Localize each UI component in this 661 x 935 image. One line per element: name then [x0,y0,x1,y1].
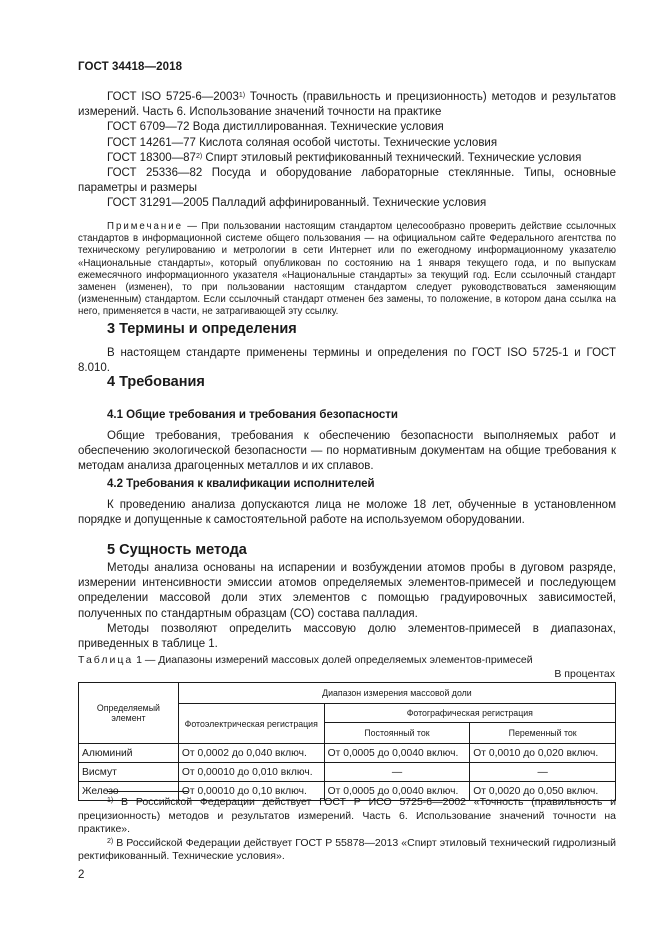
footnote-item: $^{1)}$ В Российской Федерации действует ГОСТ Р ИСО 5725-6—2002 «Точность (правильность и прецизионность) методов и результатов измерений. Часть 6. Использование значений точности на практике». [78,796,616,836]
subsection-4-2-text: К проведению анализа допускаются лица не моложе 18 лет, обученные в установленном порядке и допущенные к самостоятельной работе на используемом оборудовании. [78,499,616,527]
footnote-mark: 2) [107,837,114,845]
section-5-paragraph: Методы анализа основаны на испарении и возбуждении атомов пробы в дуговом разряде, измерении интенсивности эмиссии атомов определяемых элементов-примесей и последующем определении массовой доли этих элементов с помощью градуировочных зависимостей, полученных по стандартным образцам (СО) состава палладия. [78,562,616,620]
section-3-title: 3 Термины и определения [107,321,297,337]
subsection-4-2-body [78,498,616,528]
cell-ac: — [470,763,616,782]
cell-element: Алюминий [79,744,179,763]
reference-item: ГОСТ 6709—72 Вода дистиллированная. Технические условия [107,121,444,134]
section-3-body [78,346,616,376]
footnote-mark: 1) [107,797,114,804]
table-row [79,744,616,763]
reference-item: ГОСТ 14261—77 Кислота соляная особой чистоты. Технические условия [107,136,498,149]
header-range: Диапазон измерения массовой доли [178,683,615,704]
subsection-4-2-title: 4.2 Требования к квалификации исполнителей [107,478,375,490]
cell-dc: От 0,0005 до 0,0040 включ. [324,782,470,801]
cell-element: Железо [79,782,179,801]
note-label: Примечание [107,221,184,232]
header-ac: Переменный ток [470,723,616,744]
reference-item: ГОСТ ISO 5725-6—2003$^{1)}$ Точность (правильность и прецизионность) методов и результатов измерений. Часть 6. Использование значений точности на практике [78,91,616,119]
header-photoelectric: Фотоэлектрическая регистрация [178,704,324,744]
section-4-title: 4 Требования [107,374,205,390]
note-text: Примечание — При пользовании настоящим стандартом целесообразно проверить действие ссылочных стандартов в информационной системе общего пользования — на официальном сайте Федерального агентства по техническому регулированию и метрологии в сети Интернет или по ежегодному информационному указателю «Национальные стандарты», который опубликован по состоянию на 1 января текущего года, и по выпускам ежемесячного информационного указателя «Национальные стандарты» за текущий год. Если ссылочный стандарт заменен (изменен), то при пользовании настоящим стандартом следует руководствоваться заменяющим (измененным) стандартом. Если ссылочный стандарт отменен без замены, то положение, в котором дана ссылка на него, применяется в части, не затрагивающей эту ссылку. [78,221,616,318]
subsection-4-1-title: 4.1 Общие требования и требования безопасности [107,409,398,421]
cell-element: Висмут [79,763,179,782]
section-5-paragraph: Методы позволяют определить массовую долю элементов-примесей в диапазонах, приведенных в таблице 1. [78,622,616,651]
note-block [78,221,616,319]
cell-ac: От 0,0020 до 0,050 включ. [470,782,616,801]
section-3-text: В настоящем стандарте применены термины и определения по ГОСТ ISO 5725-1 и ГОСТ 8.010. [78,347,616,375]
header-dc: Постоянный ток [324,723,470,744]
cell-ac: От 0,0010 до 0,020 включ. [470,744,616,763]
subsection-4-1-body [78,429,616,475]
cell-photoelectric: От 0,00010 до 0,10 включ. [178,782,324,801]
reference-item: ГОСТ 25336—82 Посуда и оборудование лабораторные стеклянные. Типы, основные параметры и размеры [78,167,616,195]
table-1 [78,682,616,801]
footnote-item: $^{2)}$ В Российской Федерации действует ГОСТ Р 55878—2013 «Спирт этиловый технический гидролизный ректификованный. Технические условия». [78,836,616,863]
cell-dc: — [324,763,470,782]
footnote-marker[interactable]: 1) [238,92,246,99]
reference-item: ГОСТ 31291—2005 Палладий аффинированный. Технические условия [107,197,487,210]
cell-photoelectric: От 0,0002 до 0,040 включ. [178,744,324,763]
subsection-4-1-text: Общие требования, требования к обеспечению безопасности выполняемых работ и обеспечению экологической безопасности — по нормативным документам на общие требования к методам анализа драгоценных металлов и их сплавов. [78,430,616,473]
footnotes [78,796,616,864]
cell-photoelectric: От 0,00010 до 0,010 включ. [178,763,324,782]
cell-dc: От 0,0005 до 0,0040 включ. [324,744,470,763]
reference-item: ГОСТ 18300—87$^{2)}$ Спирт этиловый ректификованный технический. Технические условия [107,151,582,164]
section-5-body [78,561,616,652]
table-row [79,763,616,782]
footnote-divider [107,791,188,792]
table-unit: В процентах [554,668,615,680]
footnote-marker[interactable]: 2) [195,152,203,160]
header-photographic: Фотографическая регистрация [324,704,615,723]
normative-references [78,90,616,212]
section-5-title: 5 Сущность метода [107,542,247,558]
running-header: ГОСТ 34418—2018 [78,61,183,73]
header-element: Определяемый элемент [79,683,179,744]
page-number: 2 [78,869,85,881]
table-caption: Таблица 1 — Диапазоны измерений массовых долей определяемых элементов-примесей [78,654,533,666]
